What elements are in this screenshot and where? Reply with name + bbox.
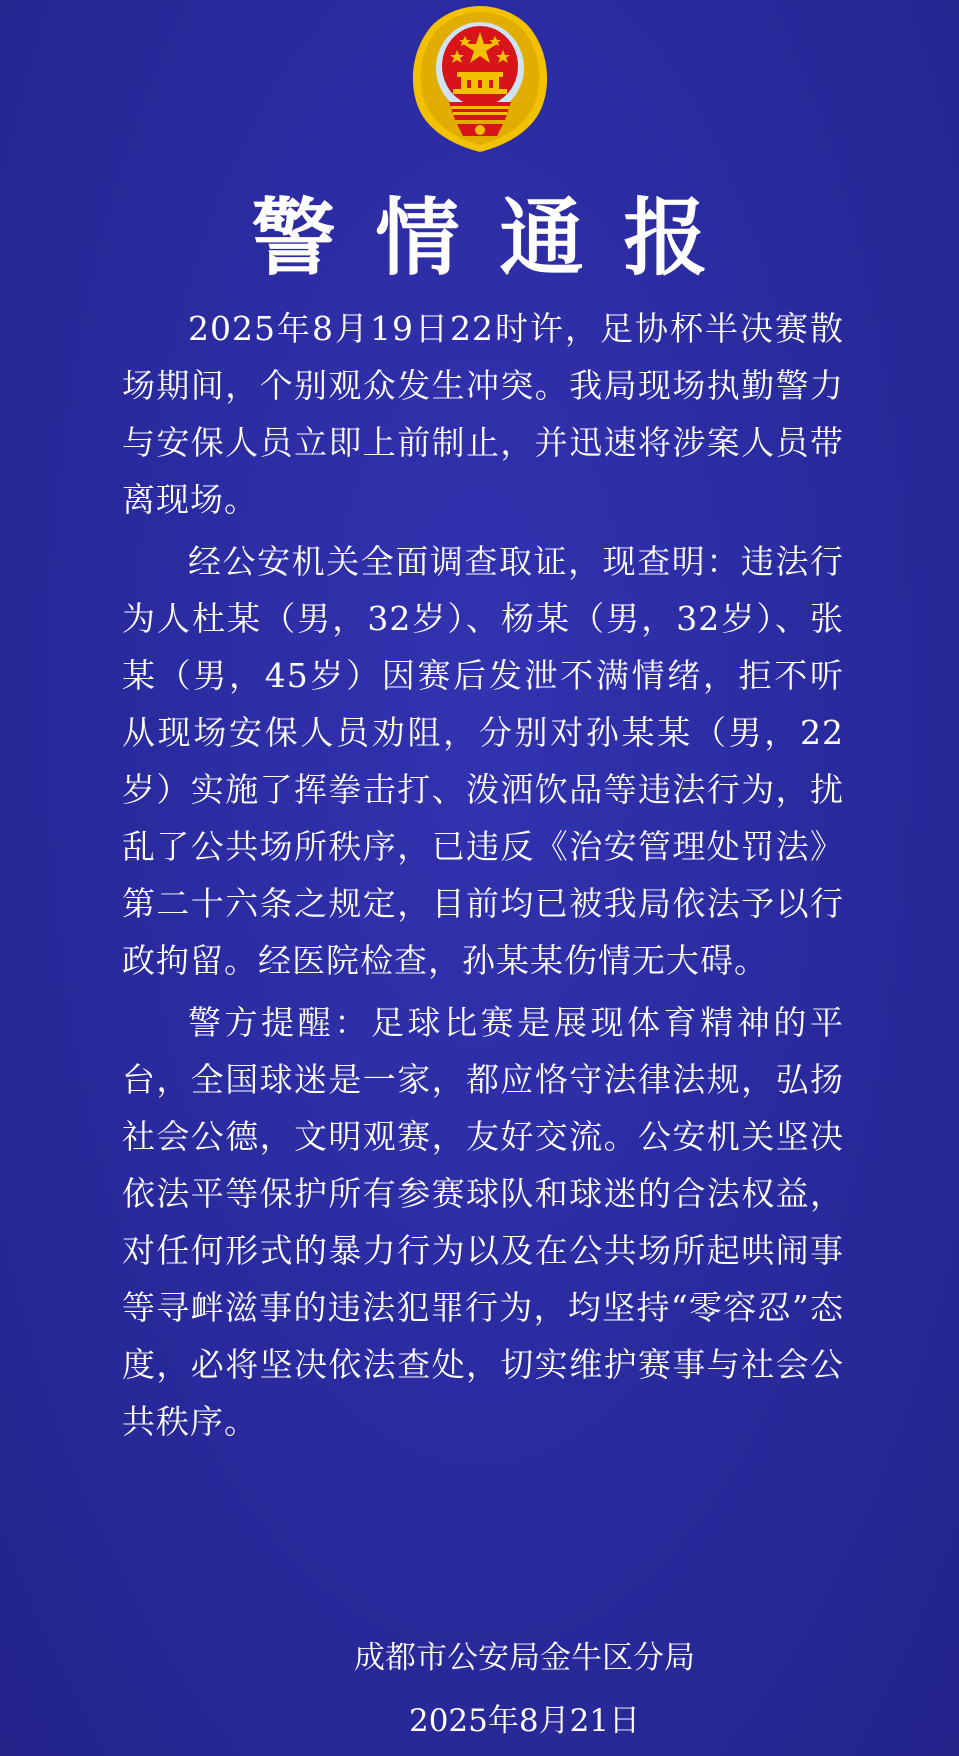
- paragraph-reminder: 警方提醒：足球比赛是展现体育精神的平台，全国球迷是一家，都应恪守法律法规，弘扬社会公德，文明观赛，友好交流。公安机关坚决依法平等保护所有参赛球队和球迷的合法权益，对任何形式的暴力行为以及在公共场所起哄闹事等寻衅滋事的违法犯罪行为，均坚持“零容忍”态度，必将坚决依法查处，切实维护赛事与社会公共秩序。: [122, 1003, 844, 1441]
- header: [0, 0, 959, 170]
- paragraph-incident: 2025年8月19日22时许，足协杯半决赛散场期间，个别观众发生冲突。我局现场执勤警力与安保人员立即上前制止，并迅速将涉案人员带离现场。: [122, 309, 844, 519]
- issue-date: 2025年8月21日: [408, 1703, 641, 1739]
- notice-body: [122, 300, 844, 1455]
- paragraph-investigation: 经公安机关全面调查取证，现查明：违法行为人杜某（男，32岁）、杨某（男，32岁）、张某（男，45岁）因赛后发泄不满情绪，拒不听从现场安保人员劝阻，分别对孙某某（男，22岁）实施了挥拳击打、泼洒饮品等违法行为，扰乱了公共场所秩序，已违反《治安管理处罚法》第二十六条之规定，目前均已被我局依法予以行政拘留。经医院检查，孙某某伤情无大碍。: [122, 542, 844, 980]
- police-emblem-icon: [405, 2, 555, 154]
- issuer-name: 成都市公安局金牛区分局: [354, 1640, 695, 1676]
- notice-title: 警情通报: [251, 189, 748, 287]
